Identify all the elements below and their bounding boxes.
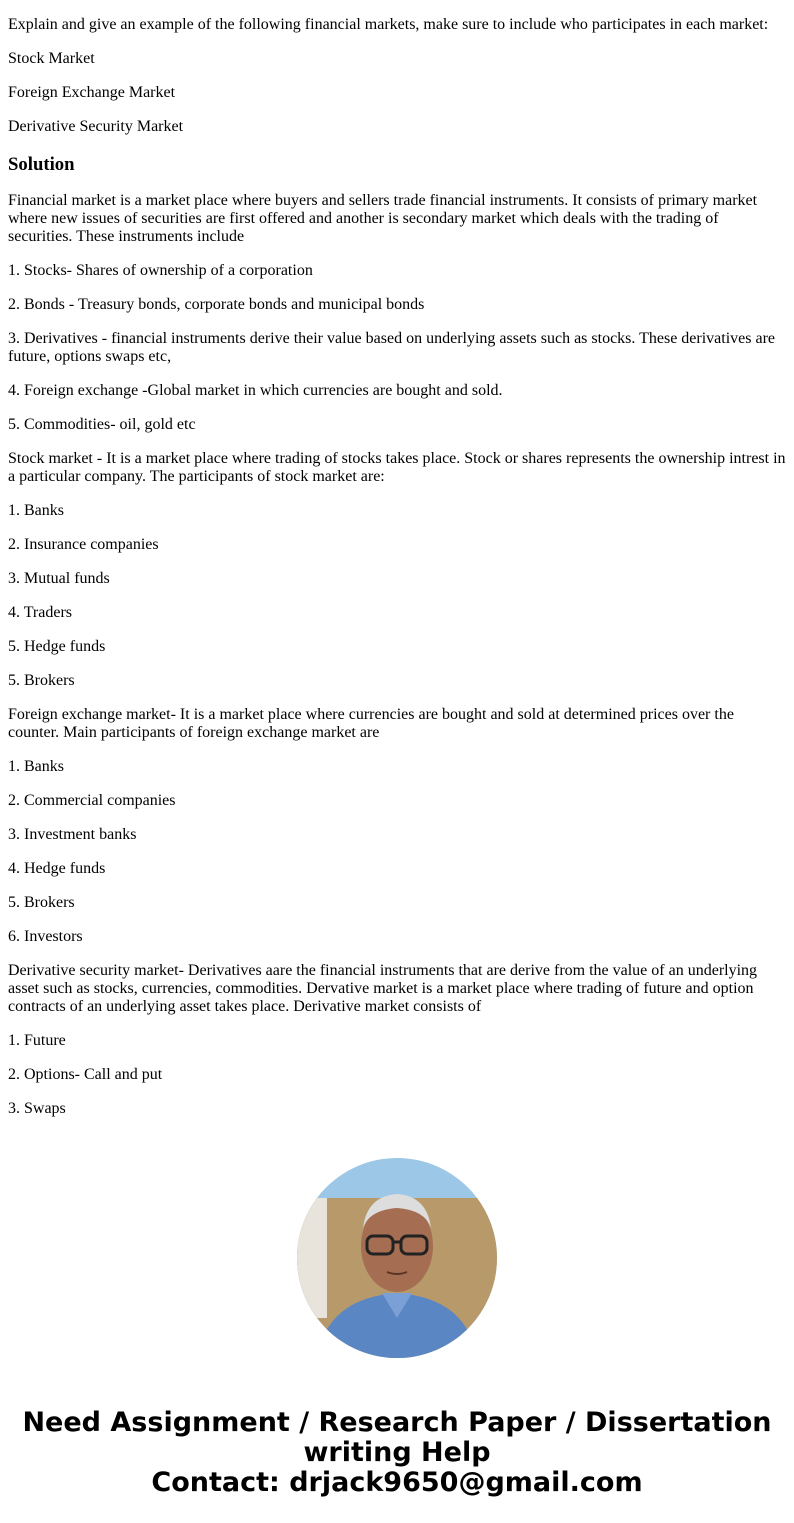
- solution-paragraph: 4. Traders: [8, 604, 73, 621]
- solution-paragraph: 4. Hedge funds: [8, 860, 106, 877]
- solution-paragraph: 1. Banks: [8, 502, 64, 519]
- photo-container: [8, 1158, 786, 1358]
- solution-paragraph: 1. Banks: [8, 758, 64, 775]
- promo-contact: Contact: drjack9650@gmail.com: [151, 1467, 643, 1498]
- solution-paragraph: 5. Commodities- oil, gold etc: [8, 416, 196, 433]
- solution-paragraph: 3. Mutual funds: [8, 570, 110, 587]
- solution-paragraph: 4. Foreign exchange -Global market in which currencies are bought and sold.: [8, 382, 503, 399]
- solution-paragraph: 3. Investment banks: [8, 826, 137, 843]
- solution-paragraph: Stock market - It is a market place where trading of stocks takes place. Stock or shares represents the ownership intrest in a particular company. The participants of stock market are:: [8, 450, 786, 485]
- solution-paragraph: 5. Brokers: [8, 894, 75, 911]
- solution-paragraph: 1. Future: [8, 1032, 66, 1049]
- solution-paragraph: 1. Stocks- Shares of ownership of a corporation: [8, 262, 313, 279]
- solution-paragraph: 6. Investors: [8, 928, 83, 945]
- question-item: Stock Market: [8, 50, 95, 67]
- solution-paragraph: 3. Derivatives - financial instruments derive their value based on underlying assets such as stocks. These derivatives are future, options swaps etc,: [8, 330, 776, 365]
- solution-body: [8, 192, 786, 1118]
- solution-paragraph: Foreign exchange market- It is a market place where currencies are bought and sold at determined prices over the counter. Main participants of foreign exchange market are: [8, 706, 734, 741]
- solution-paragraph: 2. Bonds - Treasury bonds, corporate bonds and municipal bonds: [8, 296, 425, 313]
- solution-paragraph: 2. Insurance companies: [8, 536, 159, 553]
- solution-paragraph: 5. Brokers: [8, 672, 75, 689]
- solution-paragraph: 2. Commercial companies: [8, 792, 176, 809]
- author-portrait-photo: [297, 1158, 497, 1358]
- solution-paragraph: 2. Options- Call and put: [8, 1066, 163, 1083]
- question-prompt: Explain and give an example of the following financial markets, make sure to include who participates in each market:: [8, 16, 769, 33]
- solution-paragraph: 3. Swaps: [8, 1100, 66, 1117]
- solution-paragraph: Financial market is a market place where buyers and sellers trade financial instruments. It consists of primary market where new issues of securities are first offered and another is secondary market which deals with the trading of securities. These instruments include: [8, 192, 758, 245]
- solution-paragraph: 5. Hedge funds: [8, 638, 106, 655]
- solution-paragraph: Derivative security market- Derivatives aare the financial instruments that are derive from the value of an underlying asset such as stocks, currencies, commodities. Dervative market is a market place where trading of future and option contracts of an underlying asset takes place. Derivative market consists of: [8, 962, 758, 1015]
- promo-headline: Need Assignment / Research Paper / Dissertation writing Help: [22, 1407, 772, 1468]
- solution-heading: Solution: [8, 154, 75, 175]
- question-item: Derivative Security Market: [8, 118, 184, 135]
- question-item: Foreign Exchange Market: [8, 84, 176, 101]
- promo-banner: [8, 1408, 786, 1498]
- question-items: [8, 50, 786, 136]
